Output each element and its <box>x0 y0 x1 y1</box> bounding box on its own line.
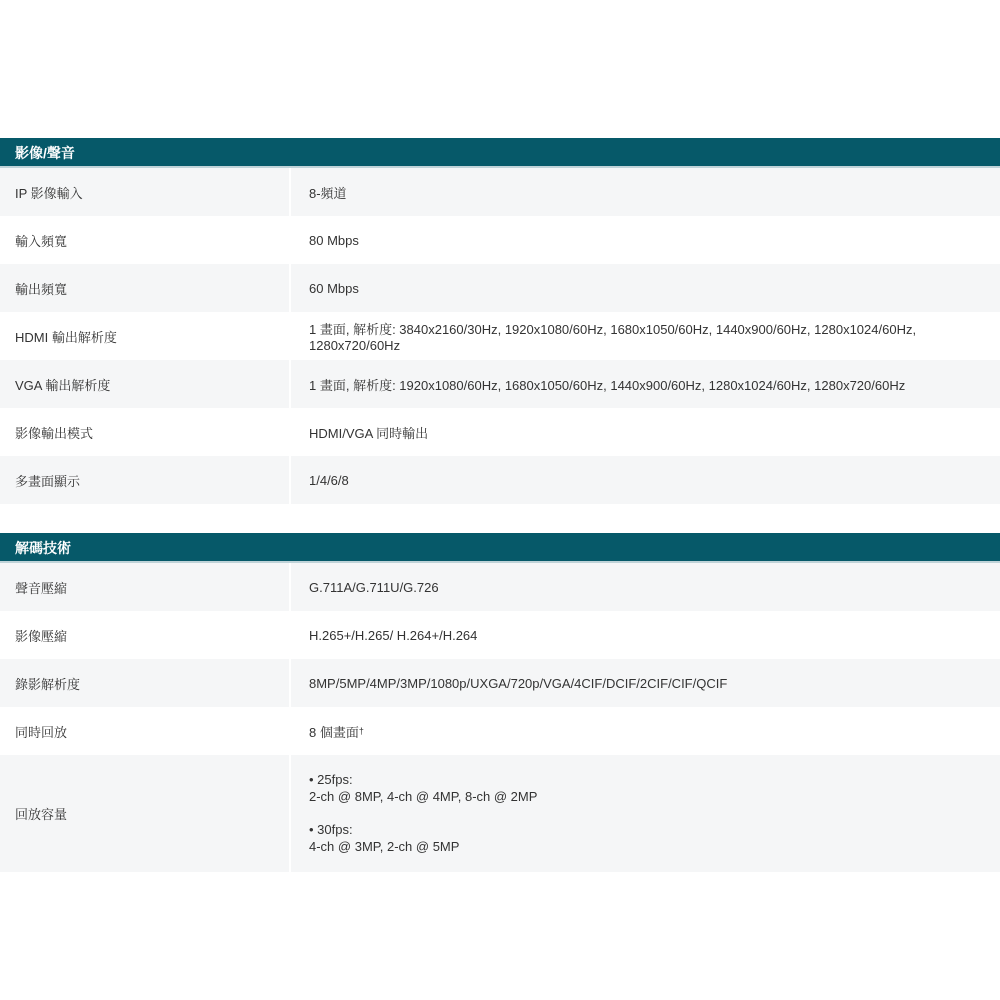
spec-value-text: 1 畫面, 解析度: 3840x2160/30Hz, 1920x1080/60Hz, 1680x1050/60Hz, 1440x900/60Hz, 1280x1024/60Hz, 1280x720/60Hz <box>309 322 917 353</box>
spec-label: 多畫面顯示 <box>15 473 81 489</box>
table-row <box>0 312 1000 360</box>
spec-label: 輸出頻寬 <box>15 281 68 297</box>
spec-value-text: H.265+/H.265/ H.264+/H.264 <box>309 627 478 643</box>
section-rows <box>0 168 1000 504</box>
spec-value-line: 4-ch @ 3MP, 2-ch @ 5MP <box>309 838 460 854</box>
spec-value-text: 80 Mbps <box>309 232 359 248</box>
spec-section <box>0 533 1000 872</box>
spec-label: VGA 輸出解析度 <box>15 377 111 393</box>
spec-label: 輸入頻寬 <box>15 233 68 249</box>
spec-value <box>289 264 1000 312</box>
spec-label: 錄影解析度 <box>15 676 81 692</box>
spec-value <box>289 312 1000 360</box>
spec-value <box>289 755 1000 872</box>
section-rows <box>0 563 1000 872</box>
spec-value-text: HDMI/VGA 同時輸出 <box>309 425 429 441</box>
spec-value <box>289 408 1000 456</box>
spec-value <box>289 563 1000 611</box>
section-header <box>0 138 1000 168</box>
table-row <box>0 755 1000 872</box>
table-row <box>0 611 1000 659</box>
spec-label: IP 影像輸入 <box>15 185 83 201</box>
spec-section <box>0 138 1000 504</box>
spec-value-text: G.711A/G.711U/G.726 <box>309 579 439 595</box>
spec-label: 影像輸出模式 <box>15 425 94 441</box>
spec-label: 同時回放 <box>15 724 68 740</box>
table-row <box>0 659 1000 707</box>
table-row <box>0 408 1000 456</box>
table-row <box>0 563 1000 611</box>
section-title: 解碼技術 <box>15 540 71 556</box>
spec-label: 影像壓縮 <box>15 628 68 644</box>
spec-value <box>289 168 1000 216</box>
spec-value <box>289 456 1000 504</box>
spec-value-text: 8-頻道 <box>309 185 347 201</box>
spec-value <box>289 360 1000 408</box>
section-title: 影像/聲音 <box>15 145 75 161</box>
spec-value-line: 2-ch @ 8MP, 4-ch @ 4MP, 8-ch @ 2MP <box>309 788 538 804</box>
spec-value <box>289 216 1000 264</box>
spec-value <box>289 611 1000 659</box>
spec-value <box>289 659 1000 707</box>
spec-value-text: 8 個畫面 <box>309 724 359 740</box>
spec-value-text: 8MP/5MP/4MP/3MP/1080p/UXGA/720p/VGA/4CIF/DCIF/2CIF/CIF/QCIF <box>309 675 728 691</box>
spec-value-line: • 25fps: <box>309 771 353 787</box>
spec-label: 聲音壓縮 <box>15 580 68 596</box>
spec-label: HDMI 輸出解析度 <box>15 329 117 345</box>
table-row <box>0 264 1000 312</box>
table-row <box>0 456 1000 504</box>
spec-value-text: 1 畫面, 解析度: 1920x1080/60Hz, 1680x1050/60Hz, 1440x900/60Hz, 1280x1024/60Hz, 1280x720/60Hz <box>309 377 906 393</box>
spec-value-line: • 30fps: <box>309 821 353 837</box>
spec-value-text: 60 Mbps <box>309 280 359 296</box>
table-row <box>0 360 1000 408</box>
spec-value-text: 1/4/6/8 <box>309 472 349 488</box>
spec-value: 8 個畫面 † <box>289 707 1000 755</box>
table-row <box>0 707 1000 755</box>
spec-label: 回放容量 <box>15 807 68 822</box>
spec-table <box>0 138 1000 901</box>
table-row <box>0 216 1000 264</box>
table-row <box>0 168 1000 216</box>
section-header <box>0 533 1000 563</box>
